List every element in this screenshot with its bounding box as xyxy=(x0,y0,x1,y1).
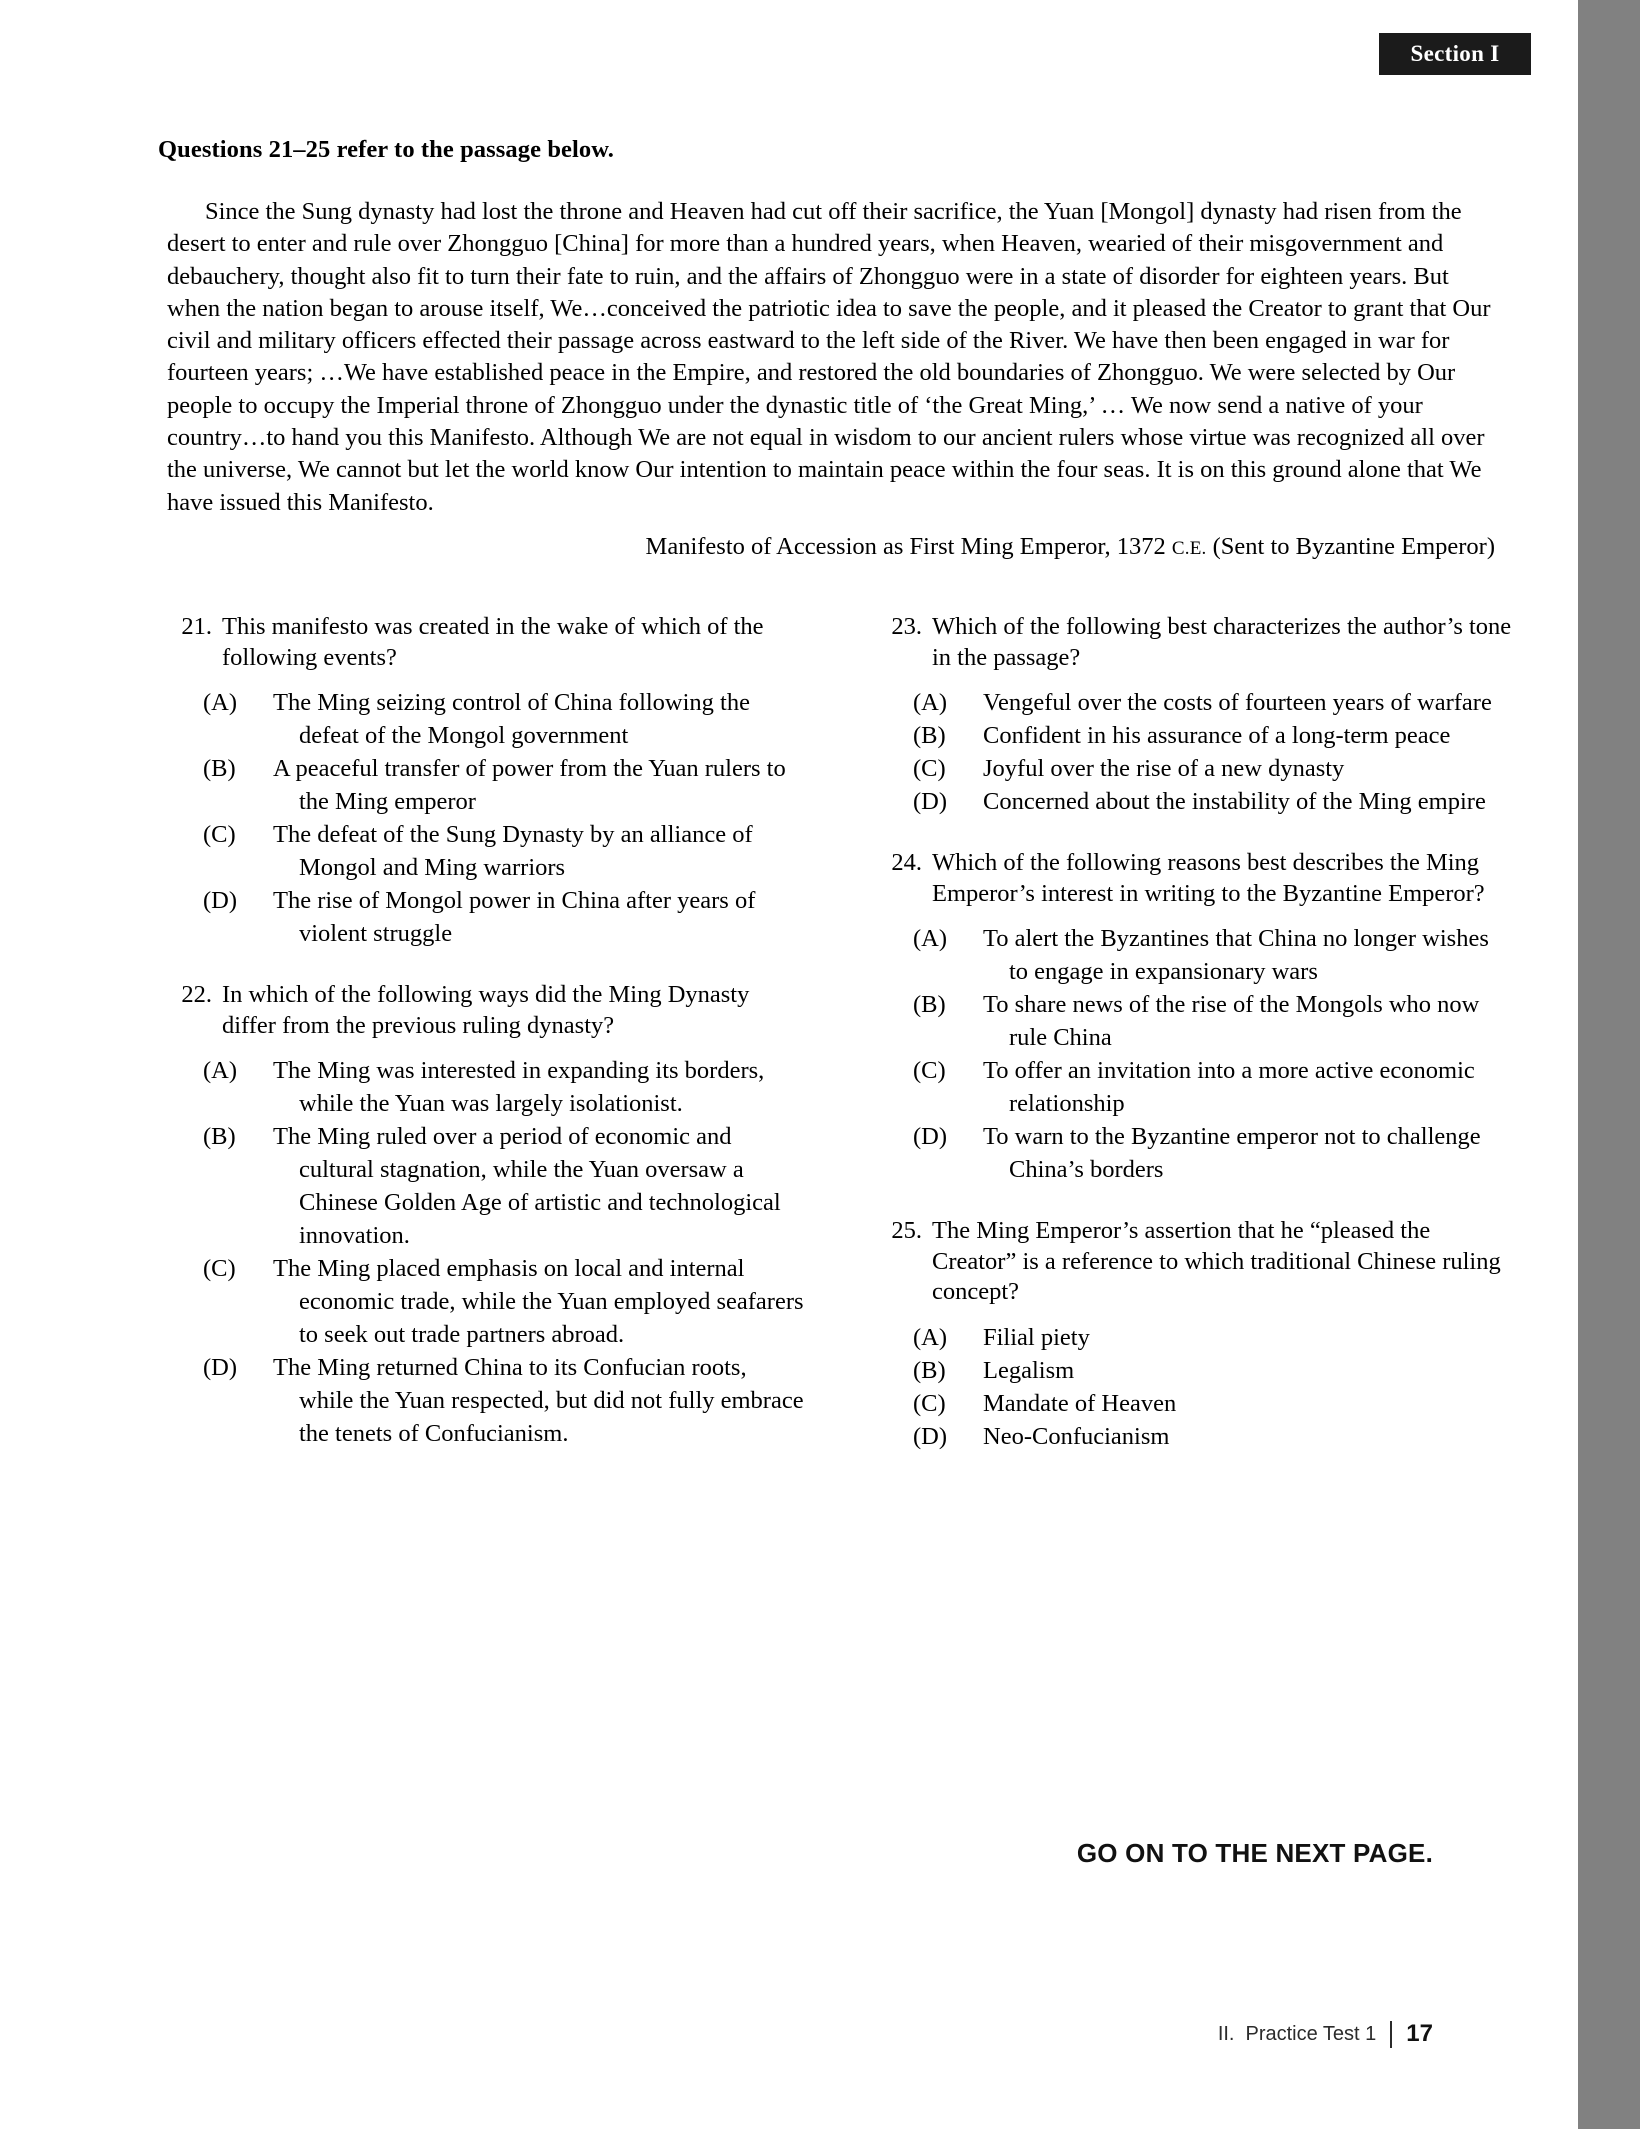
choice-text xyxy=(273,1054,808,1120)
questions-range-heading: Questions 21–25 refer to the passage below. xyxy=(158,136,614,163)
choice-letter: (A) xyxy=(913,1323,948,1351)
question-text: Which of the following best characterizes the author’s tone in the passage? xyxy=(932,613,1512,671)
answer-choices xyxy=(168,686,808,950)
choice-text-line1: To warn to the Byzantine emperor not to challenge xyxy=(983,1123,1481,1150)
choice-text-line1: The Ming was interested in expanding its borders, xyxy=(273,1057,765,1084)
left-question-column xyxy=(168,612,808,1480)
section-label: Section I xyxy=(1379,33,1531,75)
answer-choice[interactable] xyxy=(913,1054,1518,1120)
choice-text-line2: economic trade, while the Yuan employed seafarers to seek out trade partners abroad. xyxy=(299,1288,804,1348)
choice-text xyxy=(983,1354,1518,1387)
choice-text xyxy=(273,1252,808,1351)
choice-letter: (B) xyxy=(203,755,236,782)
choice-text-line1: Mandate of Heaven xyxy=(983,1389,1177,1417)
choice-text-line1: Concerned about the instability of the Ming empire xyxy=(983,788,1486,815)
question-number: 25. xyxy=(891,1217,922,1244)
answer-choice[interactable] xyxy=(203,686,808,752)
right-question-column xyxy=(878,612,1518,1483)
answer-choice[interactable] xyxy=(203,752,808,818)
footer-part-number: II. xyxy=(1217,2022,1235,2045)
question-stem xyxy=(878,848,1518,909)
answer-choice[interactable] xyxy=(203,884,808,950)
choice-letter: (D) xyxy=(203,887,238,914)
choice-text-line1: The Ming placed emphasis on local and internal xyxy=(273,1255,745,1282)
choice-letter: (C) xyxy=(913,1389,946,1417)
choice-text-line1: The defeat of the Sung Dynasty by an alliance of xyxy=(273,821,753,848)
choice-text-line1: Legalism xyxy=(983,1356,1075,1384)
choice-text xyxy=(983,752,1518,785)
answer-choice[interactable] xyxy=(913,1120,1518,1186)
choice-letter: (A) xyxy=(913,925,948,952)
choice-text-line2: violent struggle xyxy=(299,920,453,947)
choice-text xyxy=(273,884,808,950)
answer-choice[interactable] xyxy=(913,686,1518,719)
choice-letter: (D) xyxy=(913,788,948,815)
page-number: 17 xyxy=(1406,2020,1433,2047)
choice-text-line1: The Ming seizing control of China following the xyxy=(273,689,750,716)
choice-text-line2: China’s borders xyxy=(1009,1156,1164,1183)
answer-choices xyxy=(878,922,1518,1186)
choice-text xyxy=(983,1420,1518,1453)
question-block xyxy=(168,612,808,950)
choice-text xyxy=(273,1351,808,1450)
choice-text-line1: Joyful over the rise of a new dynasty xyxy=(983,755,1345,782)
question-number: 22. xyxy=(181,981,212,1008)
attribution-main: Manifesto of Accession as First Ming Emperor, 1372 xyxy=(645,533,1172,560)
question-number: 23. xyxy=(891,613,922,640)
source-passage: Since the Sung dynasty had lost the throne and Heaven had cut off their sacrifice, the Yuan [Mongol] dynasty had risen from the desert to enter and rule over Zhongguo [China] for more than a hundred years, when Heaven, wearied of their misgovernment and debauchery, thought also fit to turn their fate to ruin, and the affairs of Zhongguo were in a state of disorder for eighteen years. But when the nation began to arouse itself, We…conceived the patriotic idea to save the people, and it pleased the Creator to grant that Our civil and military officers effected their passage across eastward to the left side of the River. We have then been engaged in war for fourteen years; …We have established peace in the Empire, and restored the old boundaries of Zhongguo. We were selected by Our people to occupy the Imperial throne of Zhongguo under the dynastic title of ‘the Great Ming,’ … We now send a native of your country…to hand you this Manifesto. Although We are not equal in wisdom to our ancient rulers whose virtue was recognized all over the universe, We cannot but let the world know Our intention to maintain peace within the four seas. It is on this ground alone that We have issued this Manifesto. xyxy=(167,198,1491,516)
choice-text-line2: Mongol and Ming warriors xyxy=(299,854,566,881)
question-text: In which of the following ways did the Ming Dynasty differ from the previous ruling dynasty? xyxy=(222,981,750,1039)
choice-text xyxy=(983,1120,1518,1186)
footer-test-name: Practice Test 1 xyxy=(1245,2022,1377,2045)
question-text: The Ming Emperor’s assertion that he “pleased the Creator” is a reference to which traditional Chinese ruling concept? xyxy=(932,1217,1501,1305)
choice-text xyxy=(983,1387,1518,1420)
answer-choices xyxy=(168,1054,808,1450)
choice-text xyxy=(983,922,1518,988)
attribution-recipient: (Sent to Byzantine Emperor) xyxy=(1206,533,1495,560)
choice-letter: (C) xyxy=(203,1255,236,1282)
choice-text xyxy=(273,752,808,818)
choice-letter: (D) xyxy=(203,1354,238,1381)
choice-text xyxy=(983,785,1518,818)
question-block xyxy=(878,612,1518,818)
choice-text-line2: rule China xyxy=(1009,1024,1112,1051)
answer-choice[interactable] xyxy=(913,988,1518,1054)
choice-text-line2: to engage in expansionary wars xyxy=(1009,958,1318,985)
footer-divider xyxy=(1390,2021,1392,2048)
choice-letter: (B) xyxy=(203,1123,236,1150)
choice-text-line1: A peaceful transfer of power from the Yuan rulers to xyxy=(273,755,786,782)
choice-text xyxy=(983,719,1518,752)
answer-choice[interactable] xyxy=(203,1120,808,1252)
choice-letter: (B) xyxy=(913,991,946,1018)
question-block xyxy=(878,1216,1518,1453)
choice-text-line1: Vengeful over the costs of fourteen years of warfare xyxy=(983,689,1492,716)
answer-choice[interactable] xyxy=(203,1054,808,1120)
choice-text xyxy=(273,818,808,884)
question-stem xyxy=(878,612,1518,673)
choice-text-line2: defeat of the Mongol government xyxy=(299,722,629,749)
question-stem xyxy=(168,612,808,673)
choice-letter: (A) xyxy=(203,1057,238,1084)
choice-letter: (D) xyxy=(913,1123,948,1150)
question-text: This manifesto was created in the wake of which of the following events? xyxy=(222,613,764,671)
choice-letter: (B) xyxy=(913,722,946,749)
question-stem xyxy=(168,980,808,1041)
choice-text-line2: relationship xyxy=(1009,1090,1125,1117)
choice-text-line1: Neo-Confucianism xyxy=(983,1422,1170,1450)
page-edge-gray-strip xyxy=(1578,0,1640,2129)
choice-text-line2: the Ming emperor xyxy=(299,788,476,815)
question-number: 24. xyxy=(891,849,922,876)
choice-text xyxy=(983,1321,1518,1354)
question-number: 21. xyxy=(181,613,212,640)
choice-text xyxy=(273,686,808,752)
choice-text xyxy=(983,1054,1518,1120)
choice-text-line1: The Ming returned China to its Confucian roots, xyxy=(273,1354,747,1381)
choice-text-line2: cultural stagnation, while the Yuan oversaw a Chinese Golden Age of artistic and technological innovation. xyxy=(299,1156,781,1249)
choice-text-line2: while the Yuan was largely isolationist. xyxy=(299,1090,683,1117)
answer-choice[interactable] xyxy=(913,752,1518,785)
answer-choice[interactable] xyxy=(913,1387,1518,1420)
choice-letter: (D) xyxy=(913,1422,948,1450)
question-text: Which of the following reasons best describes the Ming Emperor’s interest in writing to the Byzantine Emperor? xyxy=(932,849,1485,907)
answer-choice[interactable] xyxy=(913,1420,1518,1453)
answer-choice[interactable] xyxy=(913,1354,1518,1387)
answer-choice[interactable] xyxy=(203,1252,808,1351)
attribution-era: C.E. xyxy=(1171,538,1207,559)
choice-text-line1: To alert the Byzantines that China no longer wishes xyxy=(983,925,1489,952)
choice-letter: (C) xyxy=(913,1057,946,1084)
choice-text-line1: The rise of Mongol power in China after years of xyxy=(273,887,756,914)
choice-text-line1: Confident in his assurance of a long-term peace xyxy=(983,722,1451,749)
choice-text-line1: To offer an invitation into a more active economic xyxy=(983,1057,1475,1084)
passage-attribution xyxy=(167,533,1495,561)
question-block xyxy=(168,980,808,1450)
choice-text-line1: To share news of the rise of the Mongols who now xyxy=(983,991,1480,1018)
answer-choice[interactable] xyxy=(913,1321,1518,1354)
choice-letter: (C) xyxy=(203,821,236,848)
answer-choices xyxy=(878,1321,1518,1453)
question-stem xyxy=(878,1216,1518,1308)
choice-letter: (A) xyxy=(913,689,948,716)
answer-choice[interactable] xyxy=(203,1351,808,1450)
choice-text-line1: The Ming ruled over a period of economic and xyxy=(273,1123,732,1150)
choice-letter: (A) xyxy=(203,689,238,716)
choice-text-line1: Filial piety xyxy=(983,1323,1090,1351)
choice-letter: (C) xyxy=(913,755,946,782)
answer-choices xyxy=(878,686,1518,818)
choice-text xyxy=(273,1120,808,1252)
answer-choice[interactable] xyxy=(203,818,808,884)
choice-letter: (B) xyxy=(913,1356,946,1384)
choice-text xyxy=(983,686,1518,719)
question-block xyxy=(878,848,1518,1186)
go-on-notice: GO ON TO THE NEXT PAGE. xyxy=(1076,1838,1433,1868)
page-footer xyxy=(1218,2020,1433,2048)
choice-text-line2: while the Yuan respected, but did not fully embrace the tenets of Confucianism. xyxy=(299,1387,804,1447)
answer-choice[interactable] xyxy=(913,785,1518,818)
answer-choice[interactable] xyxy=(913,922,1518,988)
answer-choice[interactable] xyxy=(913,719,1518,752)
choice-text xyxy=(983,988,1518,1054)
